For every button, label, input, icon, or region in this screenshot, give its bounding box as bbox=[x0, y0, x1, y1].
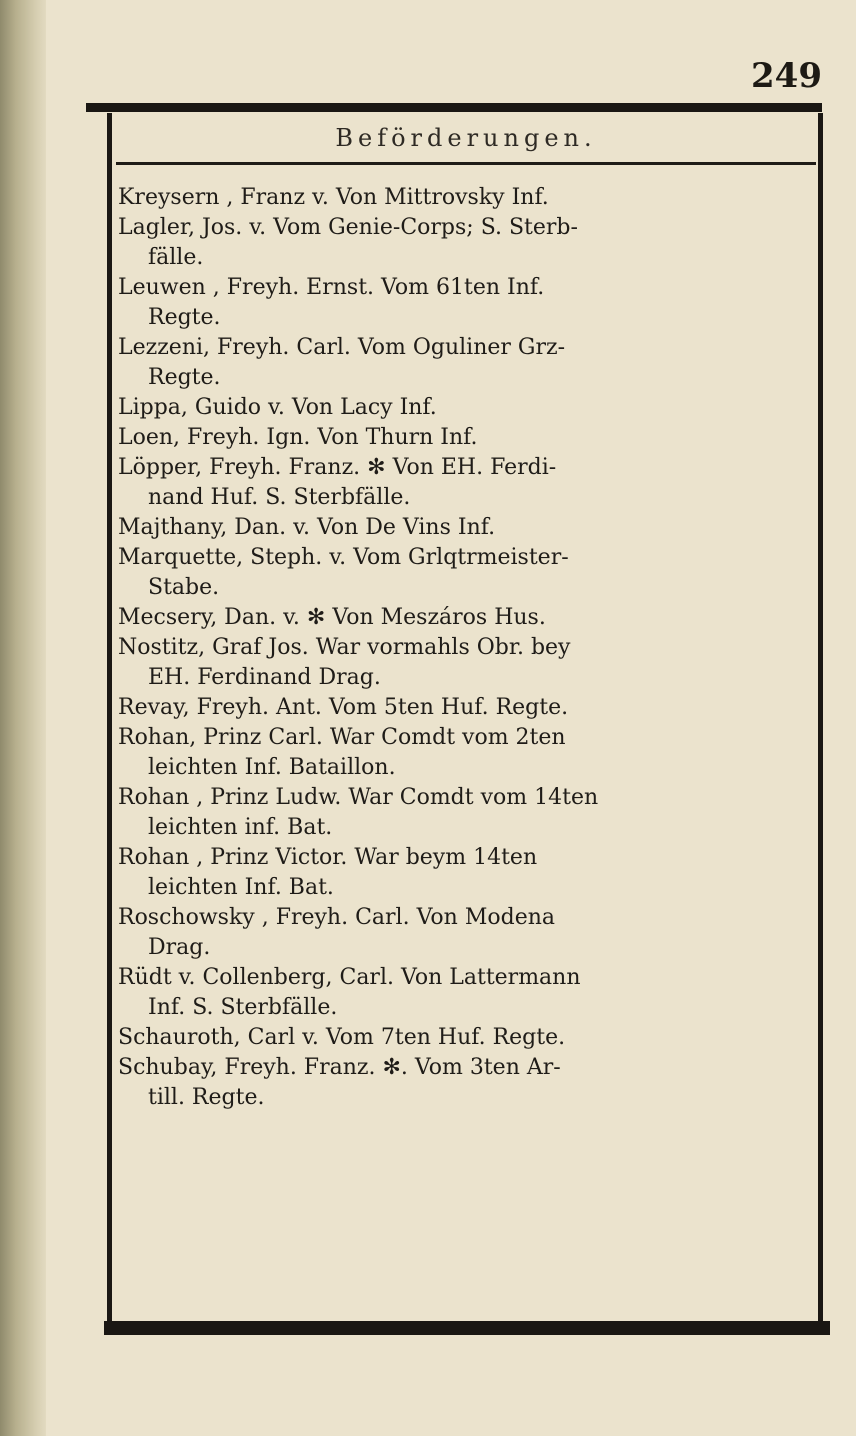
list-entry bbox=[118, 273, 818, 333]
list-entry bbox=[118, 843, 818, 903]
list-entry bbox=[118, 633, 818, 693]
entry-continuation-line: nand Huf. S. Sterbfälle. bbox=[148, 485, 411, 510]
entry-continuation-line: Regte. bbox=[148, 305, 221, 330]
entry-continuation-line: Stabe. bbox=[148, 575, 220, 600]
entry-line: Mecsery, Dan. v. ✻ Von Meszáros Hus. bbox=[118, 605, 546, 630]
list-entry bbox=[118, 603, 818, 633]
entry-continuation-line: Drag. bbox=[148, 935, 211, 960]
entry-line: Majthany, Dan. v. Von De Vins Inf. bbox=[118, 515, 496, 540]
entry-continuation-line: Regte. bbox=[148, 365, 221, 390]
page-number: 249 bbox=[751, 56, 822, 96]
list-entry bbox=[118, 183, 818, 213]
entry-line: Revay, Freyh. Ant. Vom 5ten Huf. Regte. bbox=[118, 695, 569, 720]
list-entry bbox=[118, 453, 818, 513]
list-entry bbox=[118, 213, 818, 273]
list-entry bbox=[118, 543, 818, 603]
entry-line: Rohan, Prinz Carl. War Comdt vom 2ten bbox=[118, 725, 566, 750]
entry-line: Roschowsky , Freyh. Carl. Von Modena bbox=[118, 905, 556, 930]
list-entry bbox=[118, 903, 818, 963]
entry-line: Lippa, Guido v. Von Lacy Inf. bbox=[118, 395, 437, 420]
entry-continuation-line: till. Regte. bbox=[148, 1085, 265, 1110]
entry-continuation-line: Inf. S. Sterbfälle. bbox=[148, 995, 338, 1020]
entry-line: Lezzeni, Freyh. Carl. Vom Oguliner Grz- bbox=[118, 335, 566, 360]
entry-continuation-line: leichten inf. Bat. bbox=[148, 815, 333, 840]
entry-line: Schauroth, Carl v. Vom 7ten Huf. Regte. bbox=[118, 1025, 566, 1050]
entry-line: Leuwen , Freyh. Ernst. Vom 61ten Inf. bbox=[118, 275, 545, 300]
list-entry bbox=[118, 723, 818, 783]
entry-line: Marquette, Steph. v. Vom Grlqtrmeister- bbox=[118, 545, 569, 570]
entry-line: Schubay, Freyh. Franz. ✻. Vom 3ten Ar- bbox=[118, 1055, 561, 1080]
entry-line: Nostitz, Graf Jos. War vormahls Obr. bey bbox=[118, 635, 571, 660]
list-entry bbox=[118, 783, 818, 843]
entry-continuation-line: leichten Inf. Bat. bbox=[148, 875, 334, 900]
entry-line: Lagler, Jos. v. Vom Genie-Corps; S. Sterb- bbox=[118, 215, 578, 240]
entry-line: Loen, Freyh. Ign. Von Thurn Inf. bbox=[118, 425, 478, 450]
entry-continuation-line: fälle. bbox=[148, 245, 204, 270]
section-heading: Beförderungen. bbox=[335, 124, 597, 152]
entry-line: Rohan , Prinz Ludw. War Comdt vom 14ten bbox=[118, 785, 599, 810]
heading-rule bbox=[116, 162, 816, 165]
list-entry bbox=[118, 1023, 818, 1053]
list-entry bbox=[118, 1053, 818, 1113]
page-gutter bbox=[0, 0, 46, 1436]
entry-continuation-line: EH. Ferdinand Drag. bbox=[148, 665, 381, 690]
top-rule bbox=[86, 103, 822, 112]
list-entry bbox=[118, 693, 818, 723]
promotion-list bbox=[118, 183, 818, 1113]
entry-line: Rüdt v. Collenberg, Carl. Von Lattermann bbox=[118, 965, 581, 990]
entry-line: Löpper, Freyh. Franz. ✻ Von EH. Ferdi- bbox=[118, 455, 557, 480]
list-entry bbox=[118, 393, 818, 423]
entry-line: Rohan , Prinz Victor. War beym 14ten bbox=[118, 845, 538, 870]
list-entry bbox=[118, 333, 818, 393]
list-entry bbox=[118, 423, 818, 453]
list-entry bbox=[118, 513, 818, 543]
entry-line: Kreysern , Franz v. Von Mittrovsky Inf. bbox=[118, 185, 549, 210]
list-entry bbox=[118, 963, 818, 1023]
bottom-rule bbox=[104, 1321, 830, 1335]
entry-continuation-line: leichten Inf. Bataillon. bbox=[148, 755, 396, 780]
